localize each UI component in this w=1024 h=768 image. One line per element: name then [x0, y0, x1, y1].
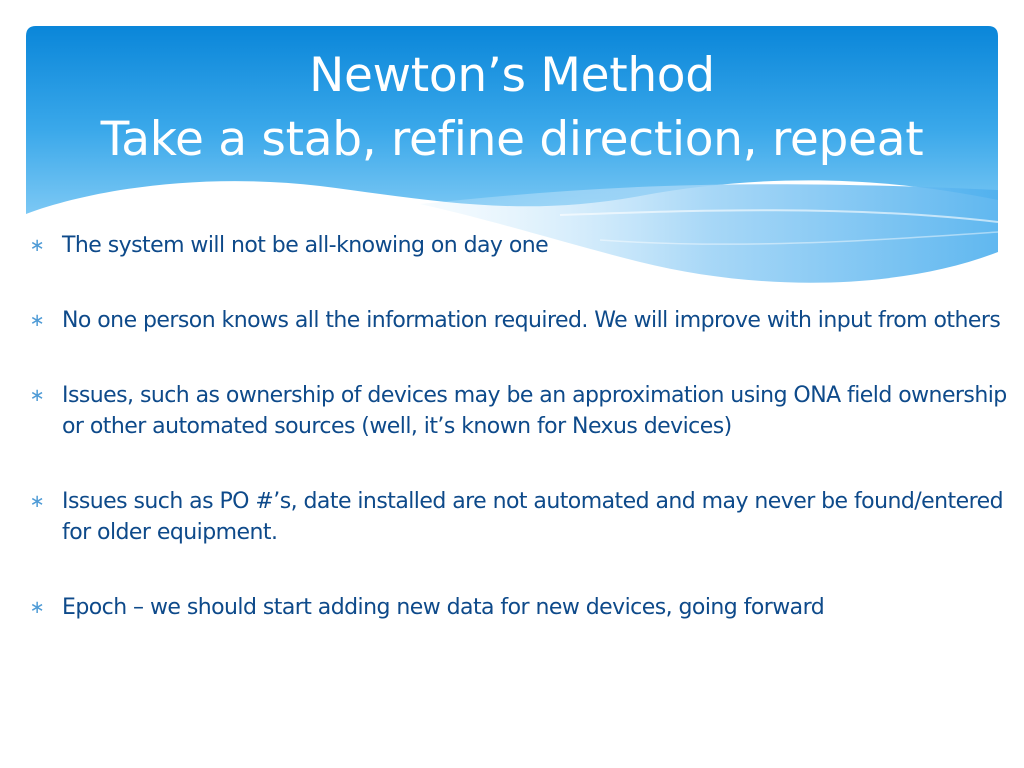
bullet-item: [27, 380, 1012, 442]
title-line-2: Take a stab, refine direction, repeat: [100, 112, 924, 167]
slide-title: [26, 44, 998, 172]
bullet-item: [27, 592, 1012, 623]
bullet-item: [27, 486, 1012, 548]
bullet-text: Issues, such as ownership of devices may be an approximation using ONA field ownership or other automated sources (well, it’s known for Nexus devices): [62, 383, 1007, 439]
bullet-list: [27, 230, 1012, 623]
bullet-item: [27, 230, 1012, 261]
bullet-item: [27, 305, 1012, 336]
asterisk-bullet-icon: ∗: [29, 235, 45, 256]
asterisk-bullet-icon: ∗: [29, 491, 45, 512]
bullet-text: The system will not be all-knowing on day one: [62, 233, 549, 258]
bullet-text: Epoch – we should start adding new data for new devices, going forward: [62, 595, 825, 620]
asterisk-bullet-icon: ∗: [29, 310, 45, 331]
asterisk-bullet-icon: ∗: [29, 385, 45, 406]
bullet-text: Issues such as PO #’s, date installed are not automated and may never be found/entered for older equipment.: [62, 489, 1003, 545]
bullet-text: No one person knows all the information required. We will improve with input from others: [62, 308, 1001, 333]
title-line-1: Newton’s Method: [309, 48, 715, 103]
asterisk-bullet-icon: ∗: [29, 597, 45, 618]
